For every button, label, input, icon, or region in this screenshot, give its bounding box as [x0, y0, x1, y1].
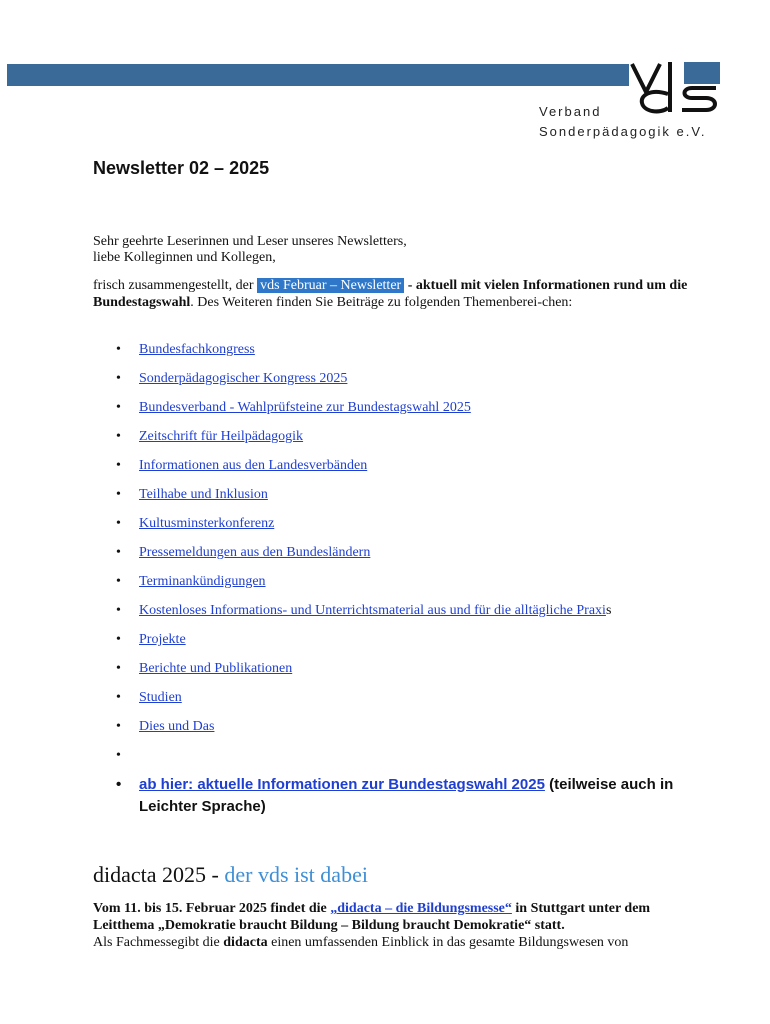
bullet-icon: • [116, 661, 121, 676]
topic-link[interactable]: Berichte und Publikationen [139, 661, 293, 676]
para2-bold: didacta [223, 935, 268, 950]
topic-link[interactable]: Bundesfachkongress [139, 342, 255, 357]
bullet-icon: • [116, 690, 121, 705]
org-name-line1: Verband [539, 104, 602, 119]
didacta-link[interactable] [330, 901, 512, 916]
section-heading-main: didacta 2025 - [93, 862, 225, 887]
bullet-icon: • [116, 632, 121, 647]
newsletter-title: Newsletter 02 – 2025 [93, 158, 270, 178]
para2-a: Als Fachmessegibt die [93, 935, 224, 950]
vds-logo-mark [630, 62, 720, 114]
intro-prefix: frisch zusammengestellt, der [93, 278, 258, 293]
topic-link[interactable]: Dies und Das [139, 719, 215, 734]
org-name-line2: Sonderpädagogik e.V. [539, 124, 707, 139]
didacta-link-text: „didacta – die Bildungsmesse“ [330, 901, 512, 916]
bullet-icon: • [116, 748, 121, 763]
greeting [93, 234, 407, 266]
para2-b: einen umfassenden Einblick in das gesamte Bildungswesen von [267, 935, 629, 950]
para-bold-2: in Stuttgart unter dem Leitthema „Demokratie braucht Bildung – Bildung braucht Demokratie“ statt. [93, 901, 651, 933]
topic-list [93, 340, 703, 775]
bullet-icon: • [116, 400, 121, 415]
list-item [93, 543, 703, 572]
bullet-icon: • [116, 719, 121, 734]
newsletter-highlight: vds Februar – Newsletter [257, 278, 404, 293]
intro-suffix: . Des Weiteren finden Sie Beiträge zu folgenden Themenberei-chen: [190, 295, 573, 310]
topic-link[interactable]: Terminankündigungen [139, 574, 266, 589]
bullet-icon: • [116, 574, 121, 589]
list-item [93, 485, 703, 514]
topic-link[interactable]: Bundesverband - Wahlprüfsteine zur Bundestagswahl 2025 [139, 400, 471, 415]
bundestagswahl-item [93, 774, 703, 818]
bullet-icon: • [116, 429, 121, 444]
bullet-icon: • [116, 776, 122, 793]
para-bold-1: Vom 11. bis 15. Februar 2025 findet die [93, 901, 331, 916]
section-heading [93, 862, 368, 888]
list-item [93, 340, 703, 369]
list-item [93, 659, 703, 688]
bullet-icon: • [116, 487, 121, 502]
list-item [93, 717, 703, 746]
bullet-icon: • [116, 516, 121, 531]
list-item [93, 514, 703, 543]
intro-bold: - aktuell mit vielen Informationen rund um die Bundestagswahl [93, 278, 688, 310]
topic-link[interactable]: Pressemeldungen aus den Bundesländern [139, 545, 371, 560]
greeting-line1: Sehr geehrte Leserinnen und Leser unseres Newsletters, [93, 234, 407, 249]
topic-link[interactable]: Projekte [139, 632, 186, 647]
list-item [93, 601, 703, 630]
topic-link[interactable]: Kultusminsterkonferenz [139, 516, 275, 531]
list-item [93, 369, 703, 398]
bullet-icon: • [116, 342, 121, 357]
bundestagswahl-note: (teilweise auch in Leichter Sprache) [139, 776, 674, 815]
list-item [93, 572, 703, 601]
greeting-line2: liebe Kolleginnen und Kollegen, [93, 250, 276, 265]
topic-link[interactable]: Zeitschrift für Heilpädagogik [139, 429, 304, 444]
topic-link[interactable]: Sonderpädagogischer Kongress 2025 [139, 371, 348, 386]
bullet-icon: • [116, 545, 121, 560]
bullet-icon: • [116, 371, 121, 386]
section-heading-accent: der vds ist dabei [224, 862, 368, 887]
list-item [93, 630, 703, 659]
topic-link[interactable]: Studien [139, 690, 182, 705]
topic-link[interactable]: Teilhabe und Inklusion [139, 487, 268, 502]
bundestagswahl-link[interactable]: ab hier: aktuelle Informationen zur Bundestagswahl 2025 [139, 776, 545, 793]
list-item [93, 746, 703, 775]
list-item [93, 456, 703, 485]
vds-logo [534, 62, 734, 142]
list-item [93, 398, 703, 427]
list-item [93, 427, 703, 456]
topic-link[interactable]: Kostenloses Informations- und Unterrichtsmaterial aus und für die alltägliche Praxi [139, 603, 606, 618]
intro-paragraph [93, 277, 695, 311]
bullet-icon: • [116, 603, 121, 618]
topic-link[interactable]: Informationen aus den Landesverbänden [139, 458, 368, 473]
list-item [93, 688, 703, 717]
didacta-paragraph [93, 900, 699, 951]
topic-tail: s [605, 603, 612, 618]
bullet-icon: • [116, 458, 121, 473]
